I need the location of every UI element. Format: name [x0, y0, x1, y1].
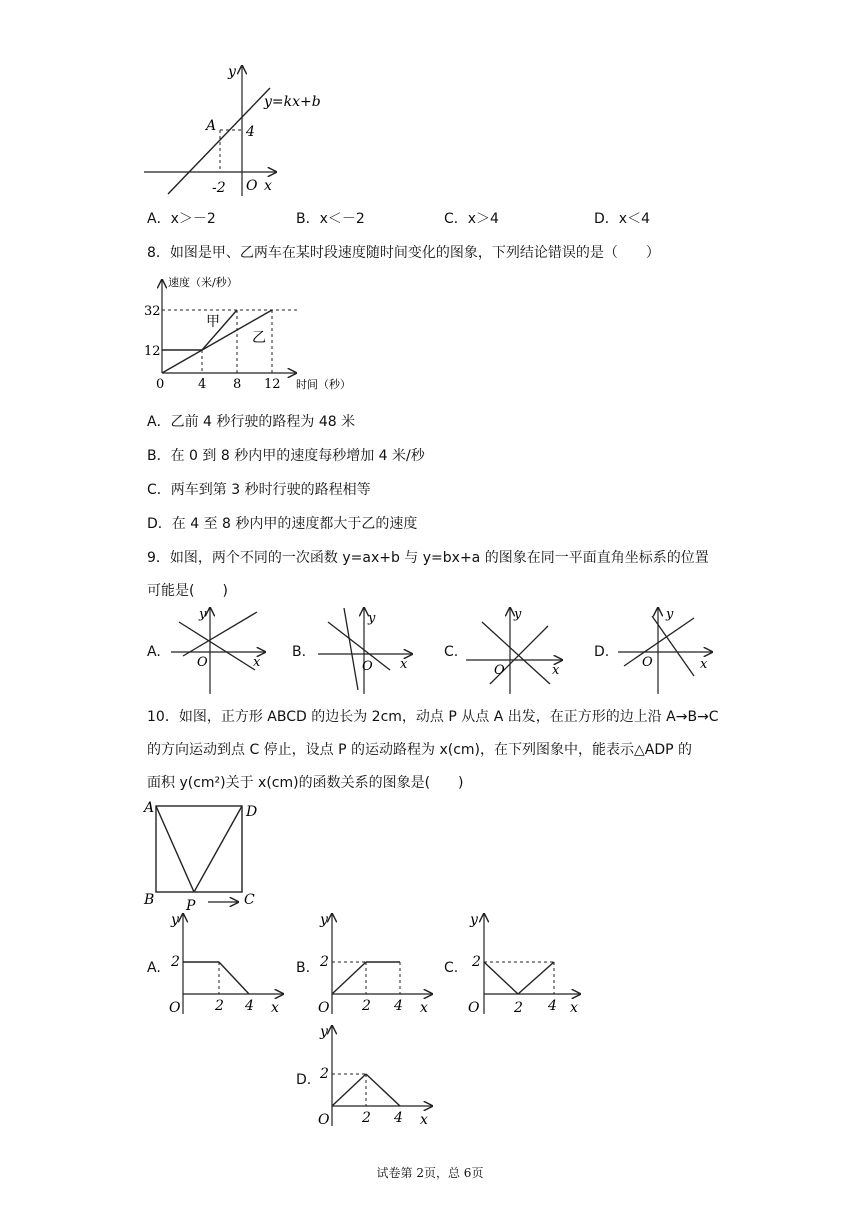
page-footer: 试卷第 2页，总 6页 [376, 1166, 484, 1180]
svg-text:x: x [271, 1000, 279, 1016]
svg-text:4: 4 [394, 1110, 403, 1126]
svg-text:y: y [320, 912, 328, 928]
q8-option-a: A．乙前 4 秒行驶的路程为 48 米 [147, 414, 356, 430]
q7-option-d: D．x＜4 [594, 211, 650, 227]
q10-stem-1: 10．如图，正方形 ABCD 的边长为 2cm，动点 P 从点 A 出发，在正方形的边上沿 A→B→C [147, 709, 719, 725]
svg-text:2: 2 [362, 1110, 371, 1126]
svg-text:y: y [320, 1024, 328, 1040]
svg-text:O: O [362, 659, 373, 674]
svg-text:P: P [186, 898, 196, 912]
svg-text:C: C [244, 892, 255, 908]
q7-origin: O [246, 178, 258, 194]
q9-graph-c [462, 604, 572, 696]
svg-text:y: y [470, 912, 478, 928]
q9-graph-b [314, 604, 424, 696]
q7-val-neg2: -2 [212, 180, 226, 196]
q9-stem-1: 9．如图，两个不同的一次函数 y=ax+b 与 y=bx+a 的图象在同一平面直角坐标系的位置 [147, 550, 709, 566]
svg-text:x: x [700, 657, 708, 672]
q9-option-c-letter: C. [444, 644, 459, 660]
svg-text:2: 2 [514, 1000, 523, 1016]
svg-text:2: 2 [320, 1066, 329, 1082]
q8-x-axis-label: 时间（秒） [296, 378, 351, 391]
q7-val-4: 4 [246, 124, 255, 140]
svg-text:2: 2 [362, 998, 371, 1014]
svg-text:A: A [144, 800, 155, 816]
q9-graph-d [614, 604, 724, 696]
q8-tick-8: 8 [233, 377, 242, 392]
svg-text:4: 4 [548, 998, 557, 1014]
svg-text:O: O [318, 1000, 330, 1016]
q10-graph-a [165, 910, 290, 1016]
q10-option-b-letter: B. [296, 960, 311, 976]
q10-option-c-letter: C. [444, 960, 459, 976]
q8-tick-12x: 12 [264, 377, 281, 392]
svg-text:2: 2 [320, 954, 329, 970]
svg-text:O: O [318, 1112, 330, 1128]
svg-text:y: y [666, 607, 674, 622]
q8-jia-label: 甲 [206, 314, 220, 330]
svg-text:y: y [171, 912, 179, 928]
svg-text:O: O [197, 655, 208, 670]
svg-text:O: O [494, 663, 505, 678]
q8-yi-label: 乙 [252, 330, 266, 346]
svg-text:x: x [570, 1000, 578, 1016]
q9-stem-2: 可能是( ) [147, 583, 228, 599]
q8-option-d: D．在 4 至 8 秒内甲的速度都大于乙的速度 [147, 516, 418, 532]
svg-text:y: y [514, 607, 522, 622]
q10-stem-2: 的方向运动到点 C 停止，设点 P 的运动路程为 x(cm)，在下列图象中，能表示△ADP 的 [147, 742, 693, 758]
svg-text:2: 2 [472, 954, 481, 970]
svg-text:y: y [368, 611, 376, 626]
svg-text:D: D [246, 804, 258, 820]
q9-option-b-letter: B. [292, 644, 307, 660]
q7-option-b: B．x＜－2 [296, 211, 365, 227]
q7-y-label: y [228, 64, 236, 80]
q8-option-b: B．在 0 到 8 秒内甲的速度每秒增加 4 米/秒 [147, 448, 425, 464]
q7-option-a: A．x＞－2 [147, 211, 216, 227]
q8-tick-12: 12 [144, 344, 161, 359]
q8-tick-0: 0 [156, 377, 165, 392]
svg-text:x: x [552, 663, 560, 678]
q9-graph-a [165, 604, 275, 696]
q10-option-d-letter: D. [296, 1072, 312, 1088]
svg-text:O: O [468, 1000, 480, 1016]
q9-option-a-letter: A. [147, 644, 161, 660]
q8-stem: 8．如图是甲、乙两车在某时段速度随时间变化的图象，下列结论错误的是（ ） [147, 245, 660, 261]
svg-text:x: x [400, 657, 408, 672]
q7-graph [140, 58, 340, 198]
q7-x-label: x [264, 178, 272, 194]
q8-tick-32: 32 [144, 304, 161, 319]
svg-text:x: x [420, 1112, 428, 1128]
svg-text:2: 2 [215, 998, 224, 1014]
q8-tick-4: 4 [198, 377, 207, 392]
svg-text:y: y [199, 607, 207, 622]
svg-text:x: x [253, 655, 261, 670]
q7-line-label: y=kx+b [264, 94, 321, 110]
q8-y-axis-label: 速度（米/秒） [168, 276, 238, 289]
q7-option-c: C．x＞4 [444, 211, 499, 227]
svg-text:4: 4 [394, 998, 403, 1014]
q10-graph-c [462, 910, 587, 1016]
q10-stem-3: 面积 y(cm²)关于 x(cm)的函数关系的图象是( ) [147, 775, 464, 791]
q8-graph [140, 270, 370, 395]
q10-graph-d [314, 1022, 439, 1128]
svg-text:O: O [169, 1000, 181, 1016]
q7-point-a: A [206, 118, 217, 134]
q10-graph-b [314, 910, 439, 1016]
svg-text:O: O [642, 655, 653, 670]
q8-option-c: C．两车到第 3 秒时行驶的路程相等 [147, 482, 371, 498]
svg-text:4: 4 [245, 998, 254, 1014]
svg-text:2: 2 [171, 954, 180, 970]
q10-square [140, 794, 270, 912]
q10-option-a-letter: A. [147, 960, 161, 976]
q9-option-d-letter: D. [594, 644, 610, 660]
svg-text:B: B [144, 892, 155, 908]
svg-text:x: x [420, 1000, 428, 1016]
